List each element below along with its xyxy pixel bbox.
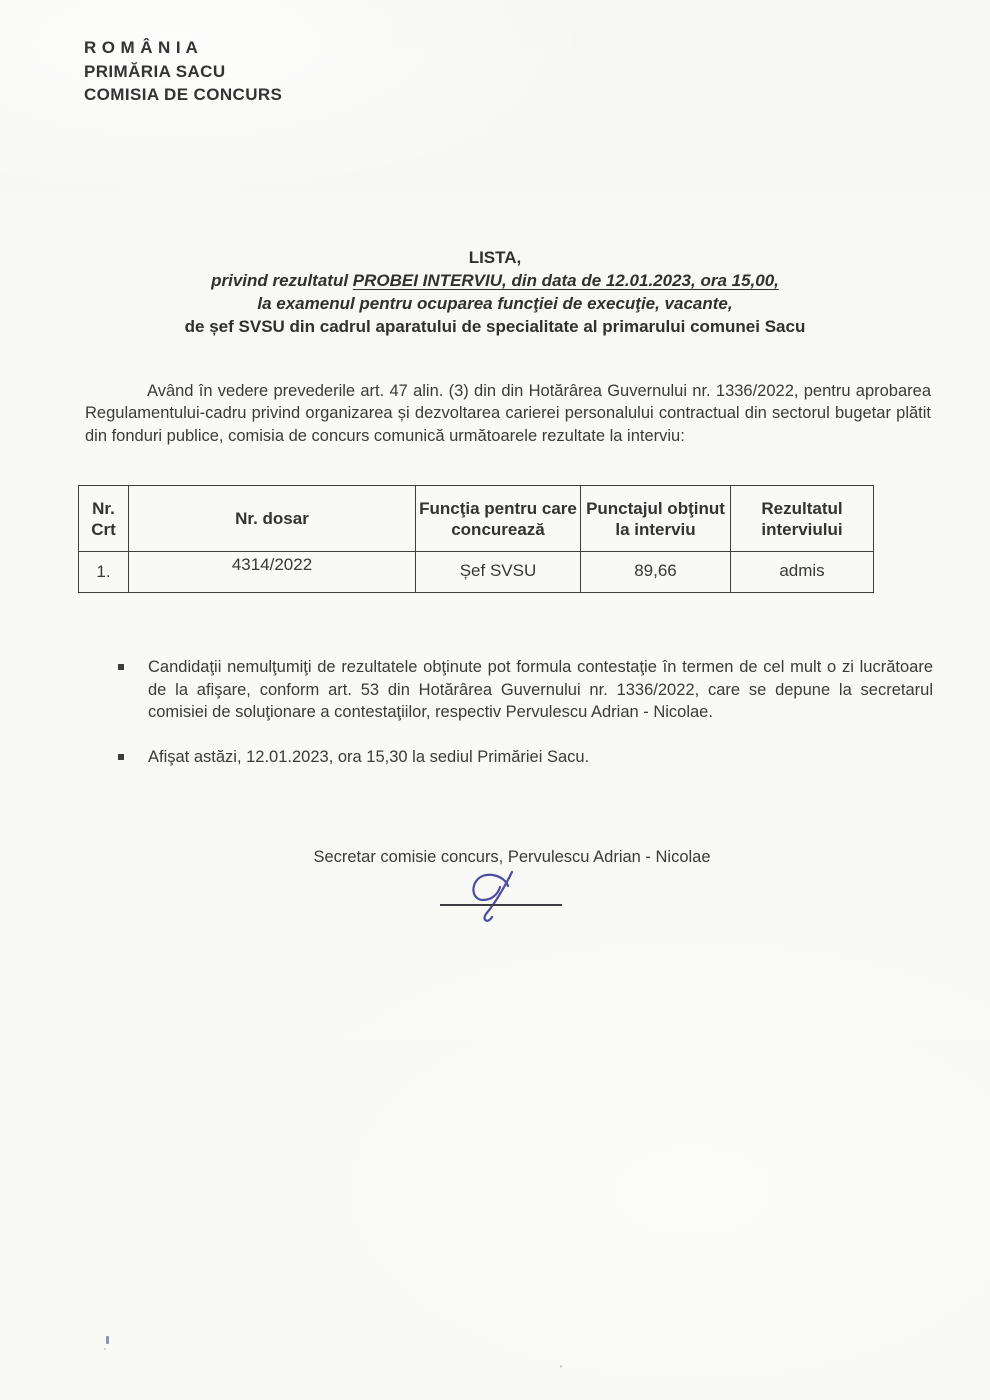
title-line2-underlined: PROBEI INTERVIU, din data de 12.01.2023, ora 15,00, (352, 271, 779, 290)
letterhead-institution: PRIMĂRIA SACU (84, 61, 226, 81)
note-text-posted: Afişat astăzi, 12.01.2023, ora 15,30 la sediul Primăriei Sacu. (148, 747, 590, 766)
letterhead (84, 36, 282, 107)
col-header-punctaj: Punctajul obţinut la interviu (581, 486, 731, 552)
title-line2-prefix: privind rezultatul (211, 271, 353, 290)
list-item (117, 656, 933, 724)
document-title (0, 246, 990, 338)
table-row (79, 552, 874, 593)
ink-speck (106, 1336, 109, 1344)
table-header-row (79, 486, 874, 552)
title-line1: LISTA, (468, 248, 522, 267)
notes-list (117, 656, 933, 790)
cell-nr-dosar: 4314/2022 (129, 552, 416, 593)
col-header-rezultat: Rezultatul interviului (731, 486, 874, 552)
title-line3: la examenul pentru ocuparea funcţiei de execuţie, vacante, (257, 294, 733, 313)
cell-punctaj: 89,66 (581, 552, 731, 593)
title-line4: de șef SVSU din cadrul aparatului de specialitate al primarului comunei Sacu (184, 317, 806, 336)
scan-speck (560, 1365, 562, 1368)
intro-paragraph: Având în vedere prevederile art. 47 alin. (3) din din Hotărârea Guvernului nr. 1336/2022, pentru aprobarea Regulamentului-cadru privind organizarea și dezvoltarea carierei personalului contractual din sectorul bugetar plătit din fonduri publice, comisia de concurs comunică următoarele rezultate la interviu: (85, 382, 931, 445)
signature-label: Secretar comisie concurs, Pervulescu Adrian - Nicolae (313, 848, 711, 866)
ink-speck (104, 1348, 106, 1350)
handwritten-signature (460, 866, 530, 930)
cell-nr-crt: 1. (79, 552, 129, 593)
letterhead-country: R O M Â N I A (84, 38, 199, 57)
bullet-square-icon (118, 664, 124, 670)
list-item (117, 746, 933, 769)
title-line2 (0, 269, 990, 292)
col-header-nr-dosar: Nr. dosar (129, 486, 416, 552)
col-header-nr-crt: Nr. Crt (79, 486, 129, 552)
note-text-contestation: Candidaţii nemulţumiţi de rezultatele obţinute pot formula contestaţie în termen de cel mult o zi lucrătoare de la afişare, conform art. 53 din Hotărârea Guvernului nr. 1336/2022, care se depune la secretarul comisiei de soluţionare a contestaţiilor, respectiv Pervulescu Adrian - Nicolae. (148, 658, 933, 722)
letterhead-committee: COMISIA DE CONCURS (84, 85, 283, 104)
bullet-square-icon (118, 754, 124, 760)
col-header-functia: Funcţia pentru care concurează (416, 486, 581, 552)
cell-functia: Șef SVSU (416, 552, 581, 593)
signature-line (440, 904, 562, 906)
results-table (78, 485, 874, 593)
cell-rezultat: admis (731, 552, 874, 593)
